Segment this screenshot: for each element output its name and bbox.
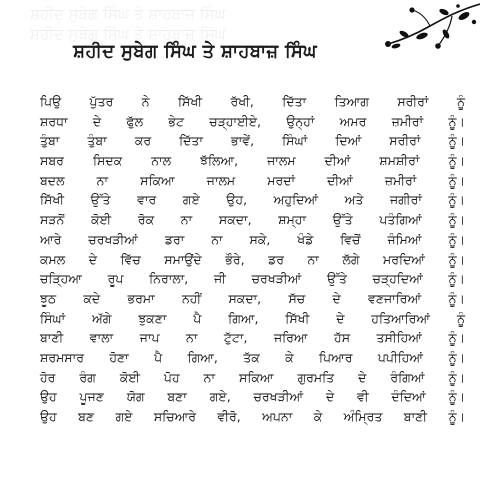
poem-line: ਤੁੰਬਾ ਤੁੰਬਾ ਕਰ ਦਿੱਤਾ ਭਾਵੇਂ, ਸਿੰਘਾਂ ਦਿਆਂ ਸਰੀਰਾਂ ਨੂੰ।	[40, 133, 465, 149]
poem-line: ਹੋਰ ਰੰਗ ਕੋਈ ਪੋਹ ਨਾ ਸਕਿਆ ਗੁਰਮਤਿ ਦੇ ਰੰਗਿਆਂ ਨੂੰ।	[40, 369, 465, 385]
poem-body	[40, 92, 465, 427]
poem-line: ਆਰੇ ਚਰਖੜੀਆਂ ਡਰਾ ਨਾ ਸਕੇ, ਖੰਡੇ ਵਿਚੋਂ ਜੰਮਿਆਂ ਨੂੰ।	[40, 231, 465, 247]
bleed-through-line: ਸ਼ਹੀਦ ਸੁਬੇਗ ਸਿੰਘ ਤੇ ਸ਼ਾਹਬਾਜ਼ ਸਿੰਘ	[30, 25, 226, 43]
poem-line: ਬਦਲ ਨਾ ਸਕਿਆ ਜਾਲਮ ਮਰਦਾਂ ਦੀਆਂ ਜ਼ਮੀਰਾਂ ਨੂੰ।	[40, 172, 465, 188]
poem-line: ਸ਼ਰਮਸਾਰ ਹੋਣਾ ਪੈ ਗਿਆ, ਤੱਕ ਕੇ ਪਿਆਰ ਪਪੀਹਿਆਂ ਨੂੰ।	[40, 349, 465, 365]
poem-line: ਸਬਰ ਸਿਦਕ ਨਾਲ ਝੱਲਿਆ, ਜਾਲਮ ਦੀਆਂ ਸ਼ਮਸ਼ੀਰਾਂ ਨੂੰ।	[40, 153, 465, 169]
bleed-through-line: ਸ਼ਹੀਦ ਸੁਬੇਗ ਸਿੰਘ ਤੇ ਸ਼ਾਹਬਾਜ਼ ਸਿੰਘ	[30, 5, 226, 23]
poem-line: ਸਿੱਖੀ ਉੱਤੇ ਵਾਰ ਗਏ ਉਹ, ਅਹੁਦਿਆਂ ਅਤੇ ਜਗੀਰਾਂ ਨੂੰ।	[40, 192, 465, 208]
poem-line: ਬਾਣੀ ਵਾਲਾ ਜਾਪ ਨਾ ਟੁੱਟਾ, ਜਰਿਆ ਹੱਸ ਤਸੀਹਿਆਂ ਨੂੰ।	[40, 330, 465, 346]
poem-line: ਉਹ ਪੂਜਣ ਯੋਗ ਬਣਾ ਗਏ, ਚਰਖੜੀਆਂ ਦੇ ਵੀ ਦੰਦਿਆਂ ਨੂੰ।	[40, 389, 465, 405]
poem-line: ਝੂਠ ਕਦੇ ਭਰਮਾ ਨਹੀਂ ਸਕਦਾ, ਸੱਚ ਦੇ ਵਣਜਾਰਿਆਂ ਨੂੰ।	[40, 290, 465, 306]
poem-line: ਪਿਉ ਪੁੱਤਰ ਨੇ ਸਿੱਖੀ ਰੱਖੀ, ਦਿੱਤਾ ਤਿਆਗ ਸਰੀਰਾਂ ਨੂੰ	[40, 94, 465, 109]
page-title: ਸ਼ਹੀਦ ਸੁਬੇਗ ਸਿੰਘ ਤੇ ਸ਼ਾਹਬਾਜ਼ ਸਿੰਘ	[73, 41, 317, 62]
poem-line: ਸ਼ਰਧਾ ਦੇ ਫੁੱਲ ਭੇਟ ਚੜ੍ਹਾਈਏ, ਉਨ੍ਹਾਂ ਅਮਰ ਜ਼ਮੀਰਾਂ ਨੂੰ।	[40, 113, 465, 129]
poem-line: ਕਮਲ ਦੇ ਵਿੱਚ ਸਮਾਉਂਦੇ ਭੌਰੇ, ਡਰ ਨਾ ਲੱਗੇ ਮਰਦਿਆਂ ਨੂੰ।	[40, 251, 465, 267]
poem-line: ਸੜਨੋਂ ਕੋਈ ਰੋਕ ਨਾ ਸਕਦਾ, ਸ਼ਮ੍ਹਾ ਉੱਤੇ ਪਤੰਗਿਆਂ ਨੂੰ।	[40, 212, 465, 228]
poem-line: ਚੜ੍ਹਿਆ ਰੂਪ ਨਿਰਾਲਾ, ਜੀ ਚਰਖੜੀਆਂ ਉੱਤੇ ਚੜ੍ਹਦਿਆਂ ਨੂੰ।	[40, 271, 465, 287]
poem-line: ਉਹ ਬਣ ਗਏ ਸਚਿਆਰੇ ਵੀਰੋ, ਅਪਨਾ ਕੇ ਅੰਮ੍ਰਿਤ ਬਾਣੀ ਨੂੰ।	[40, 409, 465, 424]
poem-line: ਸਿੰਘਾਂ ਅੱਗੇ ਝੁਕਣਾ ਪੈ ਗਿਆ, ਸਿੱਖੀ ਦੇ ਹਤਿਆਰਿਆਂ ਨੂੰ	[40, 310, 465, 326]
